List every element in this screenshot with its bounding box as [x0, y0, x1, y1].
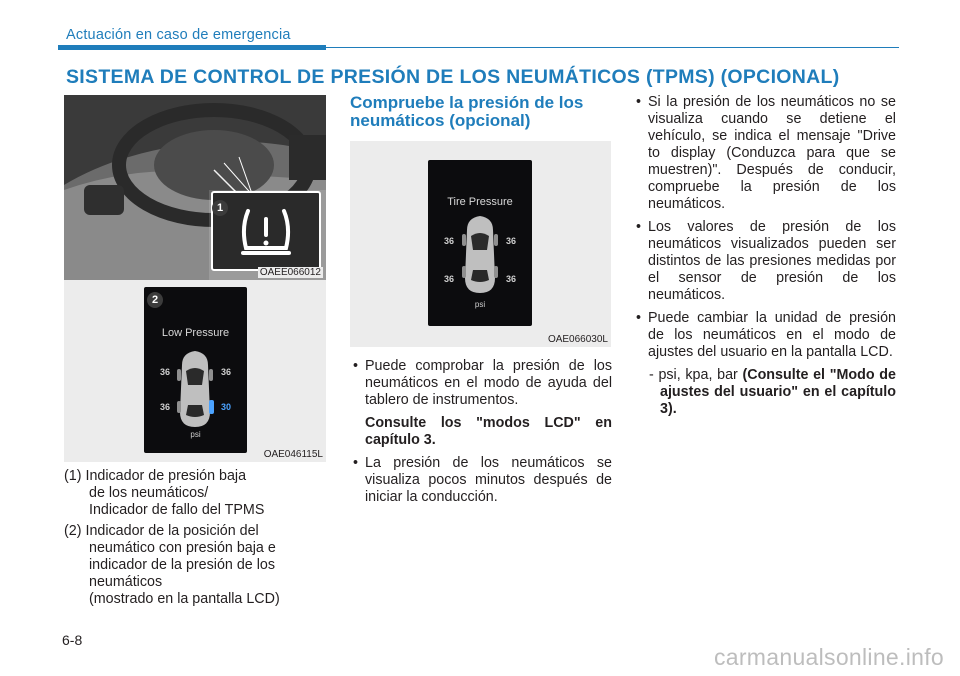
right-column-text — [633, 94, 896, 418]
low-pressure-lcd — [144, 287, 247, 453]
tire2-value-front-right: 36 — [506, 236, 517, 246]
caption-1-line-3: Indicador de fallo del TPMS — [89, 502, 265, 518]
caption-item-2 — [64, 523, 326, 608]
middle-column-text — [350, 358, 612, 512]
page-title: SISTEMA DE CONTROL DE PRESIÓN DE LOS NEUMÁTICOS (TPMS) (OPCIONAL) — [66, 66, 840, 88]
subsection-heading: Compruebe la presión de los neumáticos (opcional) — [350, 93, 584, 130]
caption-2-line-1: Indicador de la posición del — [85, 523, 259, 539]
unit-options-list: - psi, kpa, bar — [649, 367, 738, 383]
lcd-unit-low-pressure: psi — [190, 430, 201, 439]
figure-code-low-pressure: OAE046115L — [263, 449, 323, 460]
tpms-warning-icon — [213, 193, 319, 269]
header-rule-thick — [58, 45, 326, 50]
callout-1-badge: 1 — [212, 200, 228, 216]
caption-2-line-2: neumático con presión baja e — [89, 540, 276, 556]
bullet-change-unit: • Puede cambiar la unidad de presión de los neumáticos en el modo de ajustes del usuario en la pantalla LCD. — [633, 310, 896, 361]
bullet-check-pressure — [350, 358, 612, 449]
tire-pressure-figure — [350, 141, 611, 347]
caption-item-1 — [64, 468, 326, 519]
tire-value-rear-right: 30 — [221, 402, 232, 412]
watermark: carmanualsonline.info — [713, 644, 944, 670]
caption-2-line-5: (mostrado en la pantalla LCD) — [89, 591, 280, 607]
caption-1-number: (1) — [64, 468, 82, 484]
caption-2-line-4: neumáticos — [89, 574, 163, 590]
dashboard-figure — [64, 95, 326, 280]
bullet-drive-to-display: • Si la presión de los neumáticos no se visualiza cuando se detiene el vehículo, se indica el mensaje "Drive to display (Conduzca para que se muestren)". Después de conducir, compruebe la presión de los neumáticos. — [633, 94, 896, 213]
tire-value-rear-left: 36 — [160, 402, 171, 412]
bullet-display-delay: • La presión de los neumáticos se visualiza pocos minutos después de iniciar la conducción. — [350, 455, 612, 506]
bullet-check-pressure-note: Consulte los "modos LCD" en capítulo 3. — [365, 415, 612, 448]
figure-code-tire-pressure: OAE066030L — [547, 334, 608, 345]
tire-value-front-left: 36 — [160, 367, 171, 377]
bullet-check-pressure-text: • Puede comprobar la presión de los neumáticos en el modo de ayuda del tablero de instrumentos. — [365, 358, 612, 408]
tire2-value-rear-right: 36 — [506, 274, 517, 284]
tpms-warning-inset — [211, 191, 321, 271]
tire-value-front-right: 36 — [221, 367, 232, 377]
tire2-value-rear-left: 36 — [444, 274, 455, 284]
lcd-title-low-pressure: Low Pressure — [161, 327, 230, 339]
lcd-title-tire-pressure: Tire Pressure — [447, 196, 513, 208]
lcd-unit-tire-pressure: psi — [474, 300, 486, 309]
tire2-value-front-left: 36 — [444, 236, 455, 246]
low-pressure-figure — [64, 280, 326, 462]
page-number: 6-8 — [62, 632, 83, 648]
unit-options-note — [633, 367, 896, 418]
section-header-label: Actuación en caso de emergencia — [66, 27, 291, 43]
caption-2-line-3: indicador de la presión de los — [89, 557, 275, 573]
unit-options-reference: (Consulte el "Modo de ajustes del usuario" en el capítulo 3). — [660, 367, 896, 417]
caption-1-line-1: Indicador de presión baja — [85, 468, 247, 484]
header-rule-thin — [326, 47, 899, 48]
bullet-values-differ: • Los valores de presión de los neumáticos visualizados pueden ser distintos de las presiones medidas por el sensor de presión de los neumáticos. — [633, 219, 896, 304]
callout-2-badge: 2 — [147, 292, 163, 308]
tire-pressure-lcd — [428, 160, 532, 326]
caption-1-line-2: de los neumáticos/ — [89, 485, 209, 501]
caption-2-number: (2) — [64, 523, 82, 539]
figure-code-dashboard: OAEE066012 — [259, 267, 321, 278]
